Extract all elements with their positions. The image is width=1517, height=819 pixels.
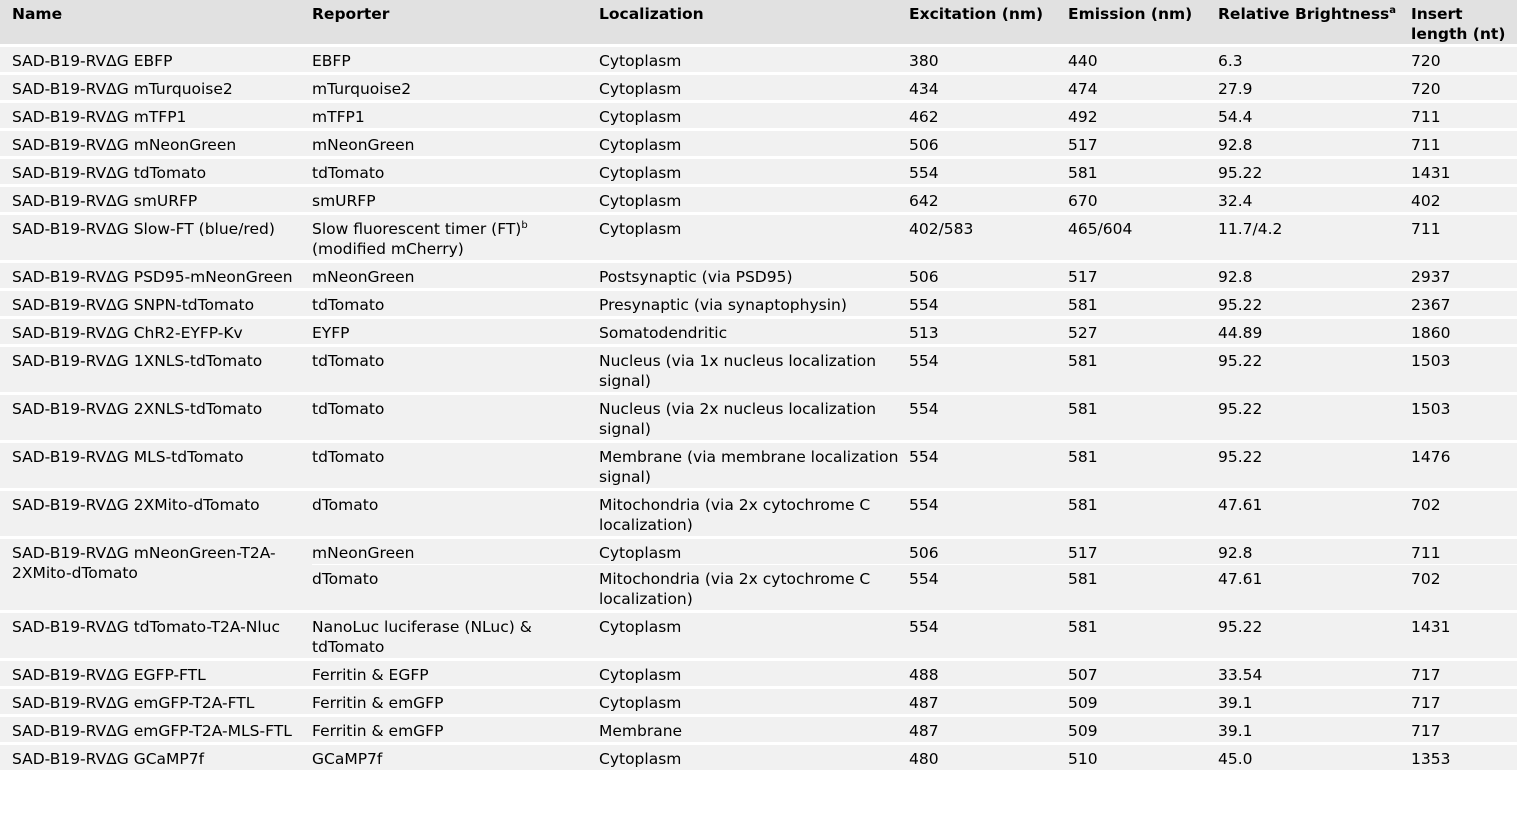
cell-excitation: 506	[909, 538, 1068, 565]
header-reporter: Reporter	[312, 5, 390, 23]
cell-reporter: EYFP	[312, 318, 599, 346]
cell-reporter: smURFP	[312, 186, 599, 214]
table-row	[0, 612, 1517, 660]
cell-excitation: 488	[909, 660, 1068, 688]
cell-excitation: 554	[909, 158, 1068, 186]
cell-name: SAD-B19-RVΔG tdTomato	[0, 158, 312, 186]
table-row	[0, 46, 1517, 74]
cell-name: SAD-B19-RVΔG ChR2-EYFP-Kv	[0, 318, 312, 346]
cell-emission: 509	[1068, 716, 1218, 744]
cell-localization: Cytoplasm	[599, 688, 909, 716]
cell-name: SAD-B19-RVΔG tdTomato-T2A-Nluc	[0, 612, 312, 660]
table-row	[0, 442, 1517, 490]
cell-localization: Cytoplasm	[599, 186, 909, 214]
table-row	[0, 538, 1517, 565]
cell-insert: 711	[1411, 214, 1517, 262]
cell-excitation: 642	[909, 186, 1068, 214]
cell-reporter: EBFP	[312, 46, 599, 74]
cell-emission: 581	[1068, 442, 1218, 490]
cell-emission: 670	[1068, 186, 1218, 214]
cell-brightness: 33.54	[1218, 660, 1411, 688]
cell-emission: 517	[1068, 262, 1218, 290]
cell-brightness: 95.22	[1218, 346, 1411, 394]
cell-localization: Cytoplasm	[599, 660, 909, 688]
header-emission: Emission (nm)	[1068, 5, 1193, 23]
cell-name: SAD-B19-RVΔG PSD95-mNeonGreen	[0, 262, 312, 290]
cell-insert: 717	[1411, 716, 1517, 744]
reporter-text: Slow fluorescent timer (FT)	[312, 220, 522, 238]
cell-localization: Cytoplasm	[599, 130, 909, 158]
cell-excitation: 402/583	[909, 214, 1068, 262]
cell-excitation: 506	[909, 130, 1068, 158]
table-row	[0, 346, 1517, 394]
cell-name: SAD-B19-RVΔG mNeonGreen	[0, 130, 312, 158]
cell-emission: 581	[1068, 394, 1218, 442]
cell-localization: Mitochondria (via 2x cytochrome C localization)	[599, 565, 909, 612]
cell-insert: 720	[1411, 46, 1517, 74]
cell-reporter: dTomato	[312, 490, 599, 538]
cell-insert: 2367	[1411, 290, 1517, 318]
cell-insert: 1860	[1411, 318, 1517, 346]
cell-excitation: 554	[909, 442, 1068, 490]
table-row	[0, 214, 1517, 262]
cell-name: SAD-B19-RVΔG MLS-tdTomato	[0, 442, 312, 490]
cell-name: SAD-B19-RVΔG GCaMP7f	[0, 744, 312, 771]
cell-insert: 702	[1411, 490, 1517, 538]
cell-reporter: tdTomato	[312, 158, 599, 186]
cell-localization: Postsynaptic (via PSD95)	[599, 262, 909, 290]
cell-name: SAD-B19-RVΔG 1XNLS-tdTomato	[0, 346, 312, 394]
header-brightness-label: Relative Brightness	[1218, 5, 1390, 23]
cell-localization: Presynaptic (via synaptophysin)	[599, 290, 909, 318]
header-localization: Localization	[599, 5, 704, 23]
cell-brightness: 95.22	[1218, 612, 1411, 660]
cell-brightness: 95.22	[1218, 158, 1411, 186]
table-row	[0, 290, 1517, 318]
cell-brightness: 92.8	[1218, 130, 1411, 158]
cell-localization: Cytoplasm	[599, 158, 909, 186]
cell-insert: 717	[1411, 688, 1517, 716]
cell-localization: Somatodendritic	[599, 318, 909, 346]
cell-insert: 717	[1411, 660, 1517, 688]
cell-reporter: tdTomato	[312, 290, 599, 318]
cell-reporter: Ferritin & EGFP	[312, 660, 599, 688]
cell-brightness: 44.89	[1218, 318, 1411, 346]
cell-excitation: 554	[909, 565, 1068, 612]
table-row	[0, 318, 1517, 346]
cell-brightness: 47.61	[1218, 565, 1411, 612]
cell-reporter: tdTomato	[312, 442, 599, 490]
cell-emission: 507	[1068, 660, 1218, 688]
table-row	[0, 74, 1517, 102]
cell-localization: Mitochondria (via 2x cytochrome C localization)	[599, 490, 909, 538]
cell-reporter: mNeonGreen	[312, 538, 599, 565]
cell-localization: Cytoplasm	[599, 46, 909, 74]
cell-emission: 581	[1068, 612, 1218, 660]
cell-name: SAD-B19-RVΔG mNeonGreen-T2A-2XMito-dTomato	[0, 538, 312, 612]
cell-brightness: 45.0	[1218, 744, 1411, 771]
cell-insert: 1503	[1411, 394, 1517, 442]
cell-emission: 517	[1068, 538, 1218, 565]
header-brightness	[1218, 0, 1411, 46]
cell-name: SAD-B19-RVΔG emGFP-T2A-MLS-FTL	[0, 716, 312, 744]
cell-insert: 711	[1411, 538, 1517, 565]
cell-excitation: 554	[909, 290, 1068, 318]
cell-name: SAD-B19-RVΔG Slow-FT (blue/red)	[0, 214, 312, 262]
cell-insert: 1431	[1411, 158, 1517, 186]
cell-excitation: 506	[909, 262, 1068, 290]
cell-brightness: 95.22	[1218, 394, 1411, 442]
cell-insert: 702	[1411, 565, 1517, 612]
table-row	[0, 688, 1517, 716]
cell-emission: 440	[1068, 46, 1218, 74]
cell-excitation: 554	[909, 612, 1068, 660]
cell-localization: Membrane (via membrane localization signal)	[599, 442, 909, 490]
cell-excitation: 554	[909, 394, 1068, 442]
cell-name: SAD-B19-RVΔG EBFP	[0, 46, 312, 74]
cell-reporter: NanoLuc luciferase (NLuc) & tdTomato	[312, 612, 599, 660]
header-brightness-footnote: a	[1389, 4, 1397, 16]
cell-emission: 474	[1068, 74, 1218, 102]
cell-brightness: 32.4	[1218, 186, 1411, 214]
cell-name: SAD-B19-RVΔG mTurquoise2	[0, 74, 312, 102]
cell-localization: Cytoplasm	[599, 744, 909, 771]
cell-brightness: 39.1	[1218, 716, 1411, 744]
cell-brightness: 54.4	[1218, 102, 1411, 130]
cell-brightness: 95.22	[1218, 442, 1411, 490]
cell-emission: 517	[1068, 130, 1218, 158]
cell-name: SAD-B19-RVΔG 2XNLS-tdTomato	[0, 394, 312, 442]
cell-brightness: 11.7/4.2	[1218, 214, 1411, 262]
cell-reporter	[312, 214, 599, 262]
cell-name: SAD-B19-RVΔG 2XMito-dTomato	[0, 490, 312, 538]
cell-emission: 465/604	[1068, 214, 1218, 262]
cell-excitation: 487	[909, 716, 1068, 744]
cell-brightness: 92.8	[1218, 262, 1411, 290]
cell-reporter: tdTomato	[312, 394, 599, 442]
cell-insert: 1503	[1411, 346, 1517, 394]
cell-emission: 492	[1068, 102, 1218, 130]
cell-localization: Cytoplasm	[599, 74, 909, 102]
cell-emission: 510	[1068, 744, 1218, 771]
header-name: Name	[12, 5, 63, 23]
cell-insert: 1353	[1411, 744, 1517, 771]
table-row	[0, 716, 1517, 744]
cell-excitation: 513	[909, 318, 1068, 346]
cell-brightness: 47.61	[1218, 490, 1411, 538]
cell-excitation: 480	[909, 744, 1068, 771]
cell-emission: 581	[1068, 346, 1218, 394]
cell-excitation: 380	[909, 46, 1068, 74]
cell-emission: 581	[1068, 490, 1218, 538]
cell-localization: Nucleus (via 1x nucleus localization signal)	[599, 346, 909, 394]
table-row	[0, 394, 1517, 442]
cell-insert: 1431	[1411, 612, 1517, 660]
cell-reporter: dTomato	[312, 565, 599, 612]
cell-brightness: 39.1	[1218, 688, 1411, 716]
cell-reporter: mNeonGreen	[312, 262, 599, 290]
header-insert: Insert length (nt)	[1411, 5, 1506, 43]
cell-excitation: 554	[909, 346, 1068, 394]
cell-emission: 581	[1068, 158, 1218, 186]
cell-localization: Cytoplasm	[599, 214, 909, 262]
reporter-extra: (modified mCherry)	[312, 240, 464, 258]
cell-insert: 720	[1411, 74, 1517, 102]
header-excitation: Excitation (nm)	[909, 5, 1044, 23]
cell-brightness: 95.22	[1218, 290, 1411, 318]
table-row	[0, 744, 1517, 771]
cell-reporter: mTFP1	[312, 102, 599, 130]
table-row	[0, 130, 1517, 158]
cell-brightness: 92.8	[1218, 538, 1411, 565]
cell-emission: 581	[1068, 565, 1218, 612]
cell-insert: 1476	[1411, 442, 1517, 490]
table-row	[0, 490, 1517, 538]
cell-emission: 509	[1068, 688, 1218, 716]
cell-insert: 2937	[1411, 262, 1517, 290]
table-row	[0, 158, 1517, 186]
cell-name: SAD-B19-RVΔG emGFP-T2A-FTL	[0, 688, 312, 716]
cell-reporter: mTurquoise2	[312, 74, 599, 102]
table-header-row	[0, 0, 1517, 46]
table-body	[0, 46, 1517, 771]
cell-localization: Cytoplasm	[599, 102, 909, 130]
cell-reporter: Ferritin & emGFP	[312, 716, 599, 744]
table-row	[0, 660, 1517, 688]
cell-reporter: tdTomato	[312, 346, 599, 394]
cell-name: SAD-B19-RVΔG mTFP1	[0, 102, 312, 130]
cell-name: SAD-B19-RVΔG smURFP	[0, 186, 312, 214]
cell-name: SAD-B19-RVΔG SNPN-tdTomato	[0, 290, 312, 318]
cell-localization: Cytoplasm	[599, 538, 909, 565]
cell-excitation: 554	[909, 490, 1068, 538]
table-row	[0, 262, 1517, 290]
cell-localization: Nucleus (via 2x nucleus localization signal)	[599, 394, 909, 442]
cell-reporter: mNeonGreen	[312, 130, 599, 158]
cell-emission: 581	[1068, 290, 1218, 318]
table-row	[0, 186, 1517, 214]
cell-localization: Cytoplasm	[599, 612, 909, 660]
cell-excitation: 434	[909, 74, 1068, 102]
cell-insert: 711	[1411, 102, 1517, 130]
cell-insert: 402	[1411, 186, 1517, 214]
cell-localization: Membrane	[599, 716, 909, 744]
cell-emission: 527	[1068, 318, 1218, 346]
cell-excitation: 462	[909, 102, 1068, 130]
cell-brightness: 6.3	[1218, 46, 1411, 74]
cell-excitation: 487	[909, 688, 1068, 716]
reporter-footnote: b	[521, 219, 528, 231]
cell-name: SAD-B19-RVΔG EGFP-FTL	[0, 660, 312, 688]
cell-reporter: GCaMP7f	[312, 744, 599, 771]
cell-reporter: Ferritin & emGFP	[312, 688, 599, 716]
cell-brightness: 27.9	[1218, 74, 1411, 102]
table-row	[0, 102, 1517, 130]
cell-insert: 711	[1411, 130, 1517, 158]
